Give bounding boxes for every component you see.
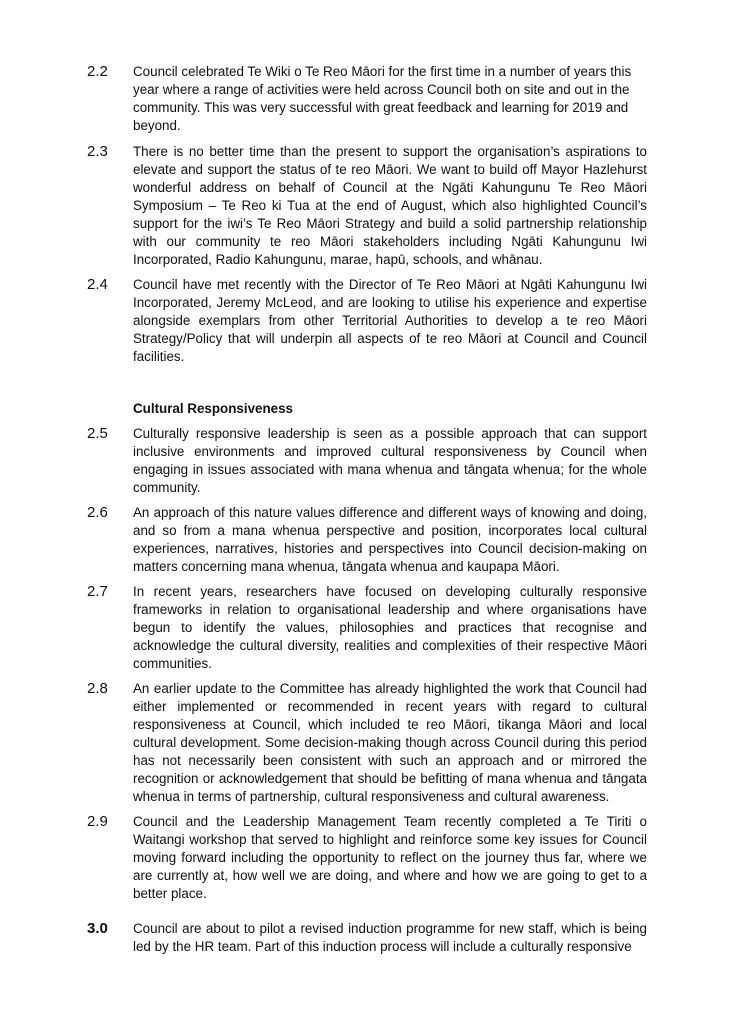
- paragraph-text: There is no better time than the present to support the organisation’s aspirations to elevate and support the status of te reo Māori. We want to build off Mayor Hazlehurst wonderful address on behalf of Council at the Ngāti Kahungunu Te Reo Māori Symposium – Te Reo ki Tua at the end of August, which also highlighted Council’s support for the iwi’s Te Reo Māori Strategy and build a solid partnership relationship with our community te reo Māori stakeholders including Ngāti Kahungunu Iwi Incorporated, Radio Kahungunu, marae, hapū, schools, and whānau.: [133, 144, 647, 267]
- paragraph-text: Council have met recently with the Director of Te Reo Māori at Ngāti Kahungunu Iwi Incorporated, Jeremy McLeod, and are looking to utilise his experience and expertise alongside exemplars from other Territorial Authorities to develop a te reo Māori Strategy/Policy that will underpin all aspects of te reo Māori at Council and Council facilities.: [133, 277, 647, 364]
- section-heading: Cultural Responsiveness: [133, 401, 293, 416]
- paragraph-text: An approach of this nature values difference and different ways of knowing and doing, and so from a mana whenua perspective and position, incorporates local cultural experiences, narratives, histories and perspectives into Council decision-making on matters concerning mana whenua, tāngata whenua and kaupapa Māori.: [133, 505, 647, 574]
- paragraph-2-2: [87, 63, 647, 135]
- paragraph-number: 2.4: [87, 276, 108, 293]
- paragraph-text: Culturally responsive leadership is seen as a possible approach that can support inclusive environments and improved cultural responsiveness by Council when engaging in issues associated with mana whenua and tāngata whenua; for the whole community.: [133, 426, 647, 495]
- paragraph-2-4: [87, 276, 647, 366]
- paragraph-2-6: [87, 504, 647, 576]
- paragraph-2-7: [87, 583, 647, 673]
- paragraph-3-0: [87, 920, 647, 956]
- paragraph-text: Council are about to pilot a revised induction programme for new staff, which is being led by the HR team. Part of this induction process will include a culturally responsive: [133, 921, 647, 954]
- paragraph-text: Council and the Leadership Management Team recently completed a Te Tiriti o Waitangi workshop that served to highlight and reinforce some key issues for Council moving forward including the opportunity to reflect on the journey thus far, where we are currently at, how well we are doing, and where and how we are going to get to a better place.: [133, 814, 647, 901]
- paragraph-number: 2.9: [87, 813, 108, 830]
- paragraph-2-9: [87, 813, 647, 903]
- paragraph-number: 2.6: [87, 504, 108, 521]
- paragraph-text: Council celebrated Te Wiki o Te Reo Māori for the first time in a number of years this year where a range of activities were held across Council both on site and out in the community. This was very successful with great feedback and learning for 2019 and beyond.: [133, 64, 632, 133]
- paragraph-number: 2.2: [87, 63, 108, 80]
- paragraph-text: In recent years, researchers have focused on developing culturally responsive frameworks in relation to organisational leadership and where organisations have begun to identify the values, philosophies and practices that recognise and acknowledge the cultural diversity, realities and complexities of their respective Māori communities.: [133, 584, 647, 671]
- paragraph-number: 2.7: [87, 583, 108, 600]
- paragraph-2-3: [87, 143, 647, 269]
- paragraph-number: 2.3: [87, 143, 108, 160]
- paragraph-number: 2.8: [87, 680, 108, 697]
- paragraph-number: 2.5: [87, 425, 108, 442]
- paragraph-text: An earlier update to the Committee has already highlighted the work that Council had either implemented or recommended in recent years with regard to cultural responsiveness at Council, which included te reo Māori, tikanga Māori and local cultural development. Some decision-making though across Council during this period has not necessarily been consistent with such an approach and or mirrored the recognition or acknowledgement that should be befitting of mana whenua and tāngata whenua in terms of partnership, cultural responsiveness and cultural awareness.: [133, 681, 647, 804]
- paragraph-2-5: [87, 425, 647, 497]
- paragraph-number: 3.0: [87, 920, 108, 937]
- paragraph-2-8: [87, 680, 647, 806]
